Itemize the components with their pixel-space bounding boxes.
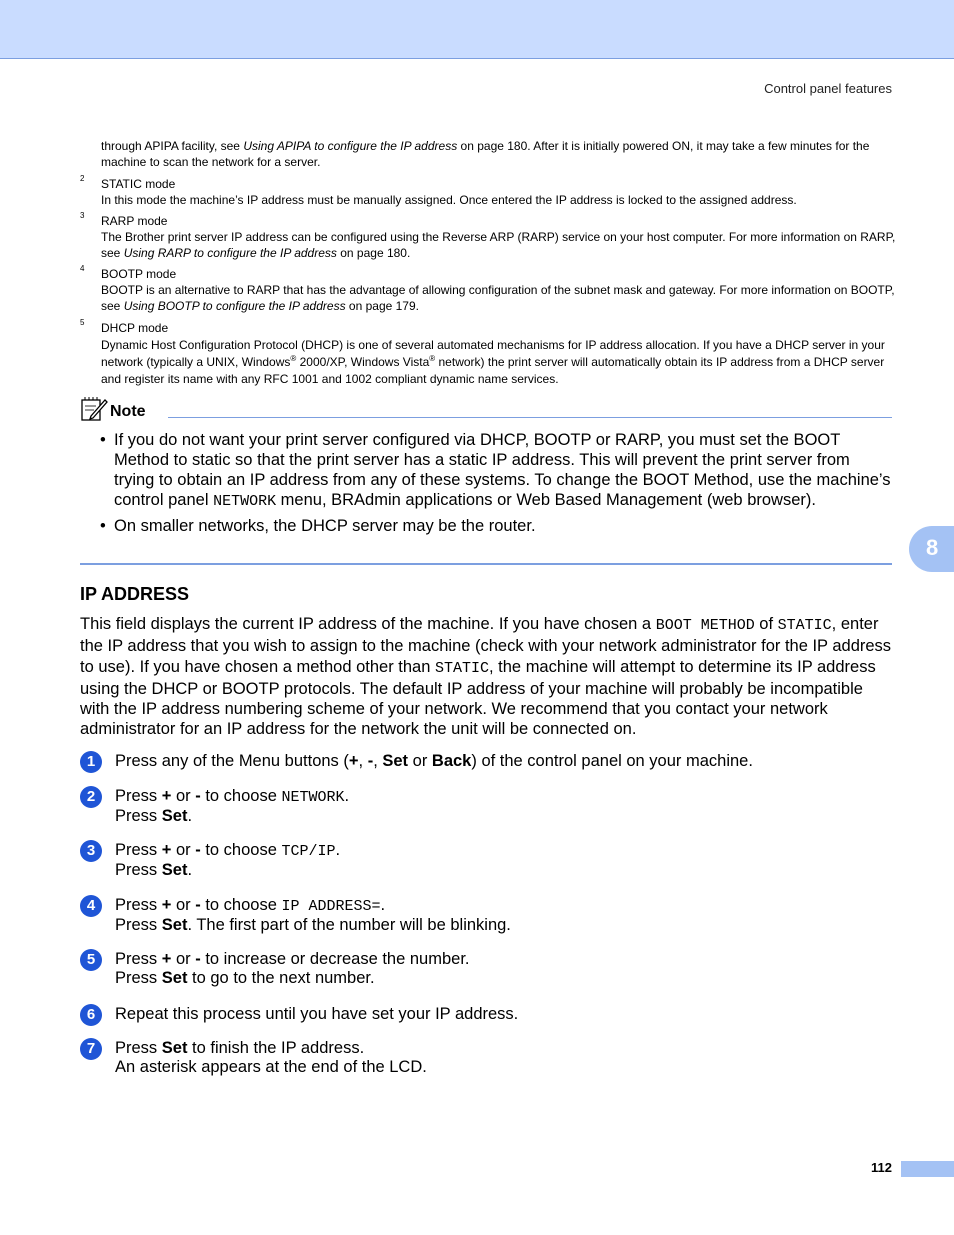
step-text-part: . (187, 807, 193, 825)
paragraph-text: This field displays the current IP address of the machine. If you have chosen a (80, 615, 656, 633)
section-paragraph (80, 614, 895, 740)
bullet: • (100, 431, 106, 449)
button-name: Back (431, 752, 472, 770)
footnote-body (101, 282, 896, 314)
button-name: Set (161, 807, 188, 825)
page-footer-bar (901, 1161, 954, 1177)
step-text-part: Press (115, 916, 162, 934)
step-text (115, 841, 895, 880)
paragraph-text: , the machine will attempt to determine its IP address using the DHCP or BOOTP protocols. The default IP address of your machine will probably be incompatible with the IP address numbering scheme of your network. We recommend that you contact your network administrator for an IP address for the network the unit will be connected on. (80, 657, 876, 739)
step-text (115, 1005, 895, 1024)
step-text-part: ) of the control panel on your machine. (471, 752, 753, 770)
step-number-badge: 1 (80, 751, 102, 773)
button-name: - (195, 896, 201, 914)
registered-mark: ® (290, 354, 297, 363)
button-name: + (161, 896, 172, 914)
footnote-continuation (101, 138, 896, 170)
cross-reference-link[interactable]: Using BOOTP to configure the IP address (123, 299, 346, 313)
menu-name: TCP/IP (281, 843, 336, 860)
step-text-part: Press (115, 807, 162, 825)
header-band (0, 0, 954, 59)
bullet: • (100, 517, 106, 535)
step-text-part: Press (115, 1039, 162, 1057)
step-text-part: Press (115, 841, 162, 859)
step-number-badge: 3 (80, 840, 102, 862)
footnote-body: In this mode the machine’s IP address must be manually assigned. Once entered the IP address is locked to the assigned address. (101, 193, 797, 207)
step-text-part: . (335, 841, 341, 859)
note-divider (168, 417, 892, 418)
footnote-static-mode (101, 176, 896, 208)
footnote-text: The Brother print server IP address can be configured using the Reverse ARP (RARP) service on your host computer. For more information on RARP, see (101, 230, 896, 260)
step-text-part: to choose (200, 896, 282, 914)
step-text-part: , (373, 752, 383, 770)
footnote-text: through APIPA facility, see (101, 139, 244, 153)
section-title: IP ADDRESS (80, 584, 190, 604)
step-text-part: . (380, 896, 386, 914)
button-name: Set (161, 916, 188, 934)
step-text-part: to choose (200, 841, 282, 859)
button-name: Set (161, 1039, 188, 1057)
note-list (100, 430, 892, 540)
footnote-text: Dynamic Host Configuration Protocol (DHCP) is one of several automated mechanisms for IP address allocation. If you have a DHCP server in your network (typically a UNIX, Windows (101, 338, 885, 369)
step-text-part: Press (115, 896, 162, 914)
step-number-badge: 5 (80, 949, 102, 971)
step-text-part: . The first part of the number will be blinking. (187, 916, 511, 934)
step-text-part: Repeat this process until you have set your IP address. (115, 1005, 519, 1023)
note-header (80, 396, 892, 422)
chapter-tab[interactable] (909, 526, 954, 572)
footnote-title: BOOTP mode (101, 267, 177, 281)
note-text: menu, BRAdmin applications or Web Based Management (web browser). (276, 491, 816, 509)
footnote-text: on page 179. (345, 299, 419, 313)
chapter-number: 8 (926, 535, 939, 560)
step-text-part: to go to the next number. (187, 969, 375, 987)
footnote-text: BOOTP is an alternative to RARP that has the advantage of allowing configuration of the subnet mask and gateway. For more information on BOOTP, see (101, 283, 895, 313)
step-text-part: or (171, 841, 196, 859)
step-text-part: or (408, 752, 432, 770)
footnote-title: STATIC mode (101, 177, 176, 191)
menu-name: STATIC (434, 659, 489, 677)
list-item (100, 516, 892, 536)
footnote-dhcp-mode (101, 320, 896, 388)
note-title: Note (110, 403, 146, 420)
step-text-part: Press (115, 861, 162, 879)
button-name: - (195, 787, 201, 805)
button-name: + (161, 950, 172, 968)
step-text-part: Press (115, 950, 162, 968)
footnote-body (101, 229, 896, 261)
footnote-number: 4 (80, 264, 85, 273)
step-text-part: An asterisk appears at the end of the LCD. (115, 1058, 427, 1076)
button-name: Set (382, 752, 409, 770)
button-name: + (161, 787, 172, 805)
step-text-part: to choose (200, 787, 282, 805)
footnote-text: 2000/XP, Windows Vista (296, 355, 430, 369)
step-text (115, 950, 895, 988)
footnote-title: DHCP mode (101, 321, 169, 335)
cross-reference-link[interactable]: Using APIPA to configure the IP address (243, 139, 458, 153)
menu-name: NETWORK (213, 493, 277, 510)
step-text-part: to increase or decrease the number. (200, 950, 470, 968)
step-text-part: Press any of the Menu buttons ( (115, 752, 349, 770)
step-number-badge: 2 (80, 786, 102, 808)
step-text-part: . (187, 861, 193, 879)
footnote-number: 3 (80, 211, 85, 220)
step-text-part: , (358, 752, 368, 770)
footnote-number: 2 (80, 174, 85, 183)
button-name: - (195, 841, 201, 859)
menu-name: NETWORK (281, 789, 345, 806)
step-text (115, 752, 895, 771)
step-text (115, 896, 895, 935)
step-number-badge: 4 (80, 895, 102, 917)
button-name: Set (161, 969, 188, 987)
step-text-part: or (171, 896, 196, 914)
menu-name: BOOT METHOD (655, 617, 755, 634)
note-pencil-icon (80, 396, 108, 422)
step-text-part: . (344, 787, 350, 805)
header-section-label: Control panel features (764, 81, 892, 96)
button-name: Set (161, 861, 188, 879)
step-text-part: Press (115, 969, 162, 987)
button-name: + (348, 752, 359, 770)
step-text-part: or (171, 787, 196, 805)
step-number-badge: 6 (80, 1004, 102, 1026)
note-text: On smaller networks, the DHCP server may be the router. (114, 517, 536, 535)
step-text-part: or (171, 950, 196, 968)
button-name: + (161, 841, 172, 859)
paragraph-text: , enter the IP address that you wish to assign to the machine (check with your network administrator for the IP address to use). If you have chosen a method other than (80, 615, 892, 676)
registered-mark: ® (429, 354, 436, 363)
footnote-title: RARP mode (101, 214, 168, 228)
note-text: If you do not want your print server configured via DHCP, BOOTP or RARP, you must set the BOOT Method to static so that the print server has a static IP address. This will prevent the print server from trying to obtain an IP address from any of these systems. To change the BOOT Method, use the machine’s control panel (114, 431, 891, 509)
footnote-body (101, 337, 896, 388)
step-text-part: Press (115, 787, 162, 805)
list-item (100, 430, 892, 512)
cross-reference-link[interactable]: Using RARP to configure the IP address (123, 246, 337, 260)
paragraph-text: of (754, 615, 778, 633)
footnote-text: on page 180. (336, 246, 411, 260)
button-name: - (195, 950, 201, 968)
menu-name: IP ADDRESS= (281, 898, 381, 915)
footnote-text: network) the print server will automatically obtain its IP address from a DHCP server and register its name with any RFC 1001 and 1002 compliant dynamic name services. (101, 355, 885, 386)
menu-name: STATIC (777, 617, 832, 634)
page-number: 112 (871, 1160, 892, 1175)
step-text (115, 787, 895, 826)
footnote-bootp-mode (101, 266, 896, 314)
note-bottom-divider (80, 563, 892, 565)
button-name: - (367, 752, 374, 770)
step-text (115, 1039, 895, 1077)
footnote-rarp-mode (101, 213, 896, 261)
step-number-badge: 7 (80, 1038, 102, 1060)
step-text-part: to finish the IP address. (187, 1039, 365, 1057)
footnote-number: 5 (80, 318, 85, 327)
footnote-text: on page 180. After it is initially powered ON, it may take a few minutes for the machine to scan the network for a server. (101, 139, 870, 169)
